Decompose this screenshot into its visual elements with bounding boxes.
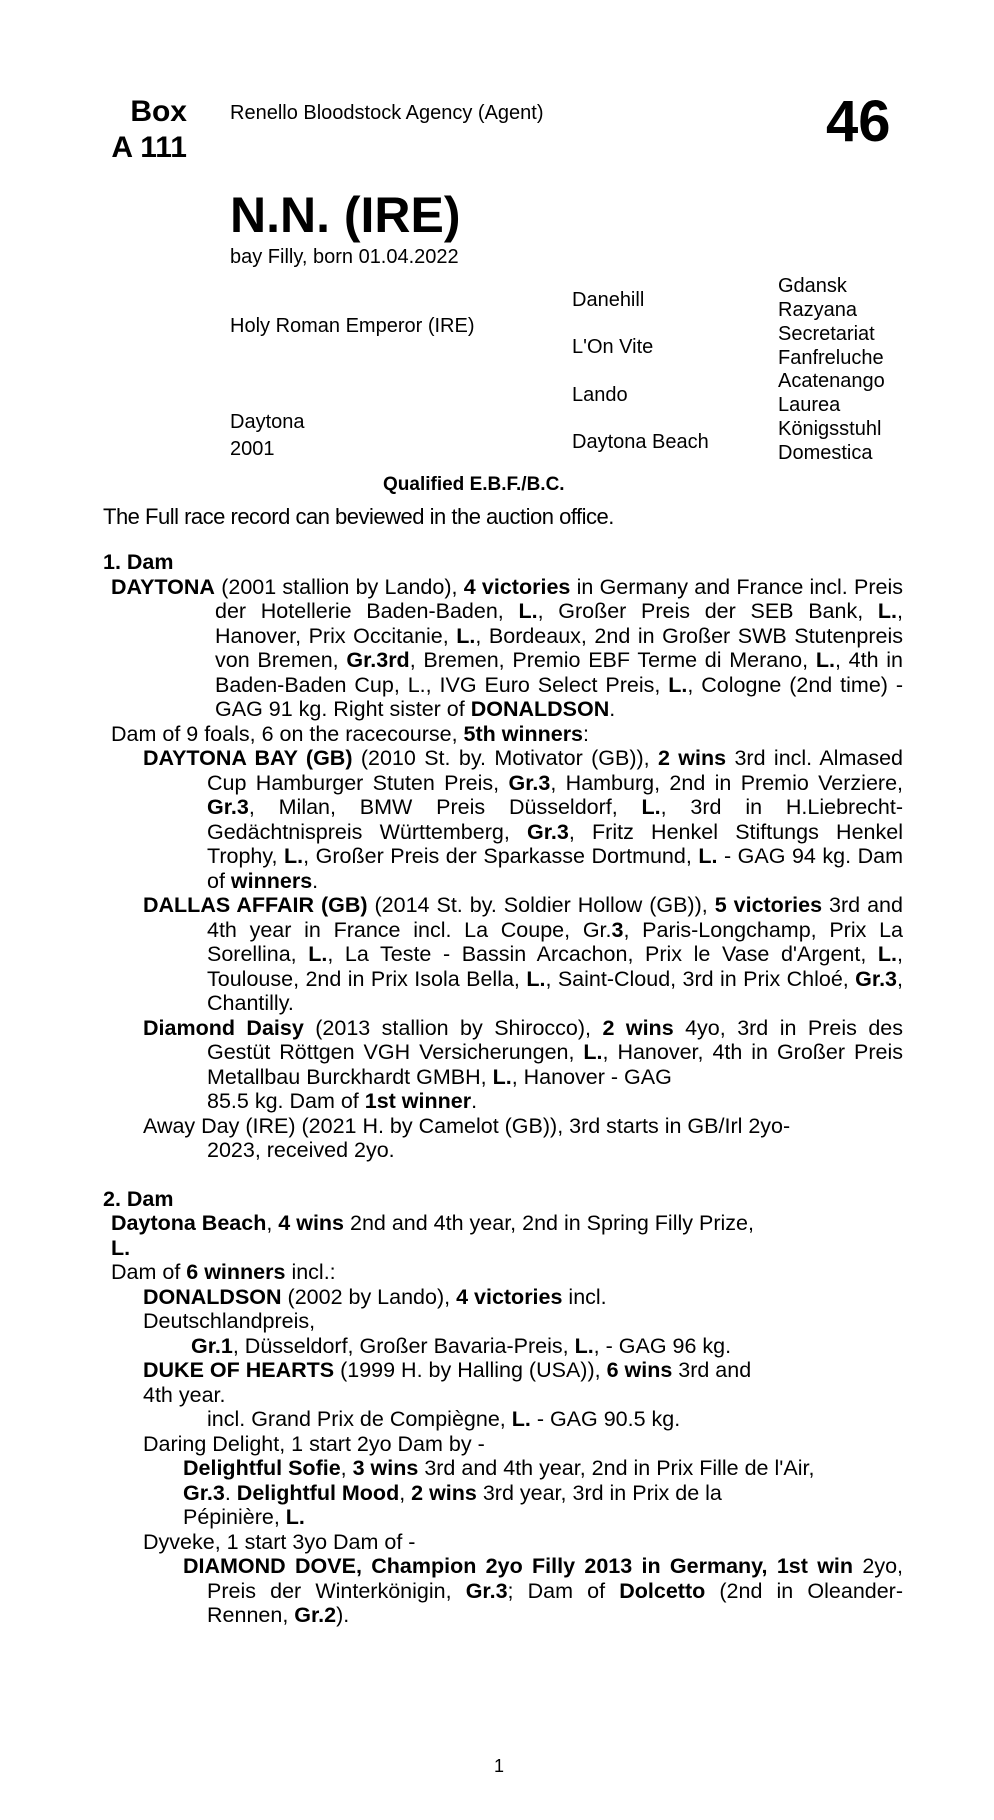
pedigree-gen2: Daytona Beach [572, 431, 709, 453]
horse-description: bay Filly, born 01.04.2022 [230, 246, 459, 268]
pedigree-gen3: Domestica [778, 442, 873, 464]
full-record-note: The Full race record can beviewed in the auction office. [103, 504, 614, 529]
agent-name: Renello Bloodstock Agency (Agent) [230, 102, 544, 124]
pedigree-gen3: Laurea [778, 394, 841, 416]
pedigree-dam-year: 2001 [230, 438, 275, 460]
qualification-note: Qualified E.B.F./B.C. [383, 474, 565, 495]
pedigree-gen3: Secretariat [778, 323, 875, 345]
produce-entry-diamond-daisy: Diamond Daisy (2013 stallion by Shirocco), 2 wins 4yo, 3rd in Preis des Gestüt Röttgen VGH Versicherungen, L., Hanover, 4th in Großer Preis Metallbau Burckhardt GMBH, L., Hanover - GAG [143, 1015, 903, 1089]
produce-entry-diamond-dove: DIAMOND DOVE, Champion 2yo Filly 2013 in Germany, 1st win 2yo, Preis der Winterkönigin, Gr.3; Dam of Dolcetto (2nd in Oleander-Rennen, Gr.2). [183, 1554, 904, 1627]
produce-entry-daytona-bay: DAYTONA BAY (GB) (2010 St. by. Motivator (GB)), 2 wins 3rd incl. Almased Cup Hamburger Stuten Preis, Gr.3, Hamburg, 2nd in Premio Verziere, Gr.3, Milan, BMW Preis Düsseldorf, L., 3rd in H.Liebrecht-Gedächtnispreis Württemberg, Gr.3, Fritz Henkel Stiftungs Henkel Trophy, L., Großer Preis der Sparkasse Dortmund, L. - GAG 94 kg. Dam of winners. [143, 746, 904, 893]
produce-entry-delightful: Delightful Sofie, 3 wins 3rd and 4th year, 2nd in Prix Fille de l'Air, Gr.3. Delightful Mood, 2 wins 3rd year, 3rd in Prix de la Pépinière, L. [183, 1456, 815, 1529]
produce-entry-daring-delight: Daring Delight, 1 start 2yo Dam by - [143, 1431, 485, 1456]
pedigree-gen2: Lando [572, 384, 628, 406]
produce-entry-donaldson-cont: Deutschlandpreis, [143, 1309, 316, 1333]
produce-intro-second: Dam of 6 winners incl.: [111, 1260, 336, 1284]
lot-number: 46 [826, 89, 891, 154]
dam-entry-daytona: DAYTONA (2001 stallion by Lando), 4 victories in Germany and France incl. Preis der Hotellerie Baden-Baden, L., Großer Preis der SEB Bank, L., Hanover, Prix Occitanie, L., Bordeaux, 2nd in Großer SWB Stutenpreis von Bremen, Gr.3rd, Bremen, Premio EBF Terme di Merano, L., 4th in Baden-Baden Cup, L., IVG Euro Select Preis, L., Cologne (2nd time) - GAG 91 kg. Right sister of DONALDSON. [111, 574, 903, 721]
pedigree-gen3: Gdansk [778, 275, 847, 297]
produce-entry-away-day: Away Day (IRE) (2021 H. by Camelot (GB)), 3rd starts in GB/Irl 2yo- [143, 1113, 791, 1138]
produce-entry-duke-cont: 4th year. [143, 1382, 226, 1407]
produce-entry-dyveke: Dyveke, 1 start 3yo Dam of - [143, 1529, 416, 1554]
produce-entry-donaldson-cont2: Gr.1, Düsseldorf, Großer Bavaria-Preis, L., - GAG 96 kg. [191, 1333, 732, 1358]
pedigree-gen3: Fanfreluche [778, 347, 884, 369]
produce-entry-duke-of-hearts: DUKE OF HEARTS (1999 H. by Halling (USA)), 6 wins 3rd and [143, 1358, 752, 1382]
produce-entry-dallas-affair: DALLAS AFFAIR (GB) (2014 St. by. Soldier Hollow (GB)), 5 victories 3rd and 4th year in France incl. La Coupe, Gr.3, Paris-Longchamp, Prix La Sorellina, L., La Teste - Bassin Arcachon, Prix le Vase d'Argent, L., Toulouse, 2nd in Prix Isola Bella, L., Saint-Cloud, 3rd in Prix Chloé, Gr.3, Chantilly. [143, 893, 903, 1015]
pedigree-gen3: Königsstuhl [778, 418, 882, 440]
produce-entry-donaldson: DONALDSON (2002 by Lando), 4 victories incl. [143, 1284, 607, 1309]
pedigree-sire: Holy Roman Emperor (IRE) [230, 315, 475, 337]
produce-intro: Dam of 9 foals, 6 on the racecourse, 5th winners: [111, 721, 589, 746]
pedigree-gen3: Razyana [778, 299, 857, 321]
box-label: Box [130, 95, 187, 128]
page-number: 1 [494, 1756, 505, 1776]
pedigree-dam: Daytona [230, 411, 305, 433]
pedigree-gen3: Acatenango [778, 370, 885, 392]
produce-entry-diamond-daisy-cont: 85.5 kg. Dam of 1st winner. [207, 1089, 478, 1113]
horse-name: N.N. (IRE) [230, 187, 461, 243]
box-location [103, 94, 187, 166]
first-dam-heading: 1. Dam [103, 550, 174, 574]
pedigree-gen2: Danehill [572, 289, 645, 311]
produce-record [103, 550, 903, 1628]
dam-entry-daytona-beach: Daytona Beach, 4 wins 2nd and 4th year, 2nd in Spring Filly Prize, L. [111, 1211, 754, 1260]
box-number: A 111 [111, 131, 187, 164]
second-dam-heading: 2. Dam [103, 1186, 174, 1211]
produce-entry-duke-cont2: incl. Grand Prix de Compiègne, L. - GAG 90.5 kg. [207, 1407, 681, 1431]
produce-entry-away-day-cont: 2023, received 2yo. [207, 1138, 395, 1162]
pedigree-gen2: L'On Vite [572, 336, 654, 358]
